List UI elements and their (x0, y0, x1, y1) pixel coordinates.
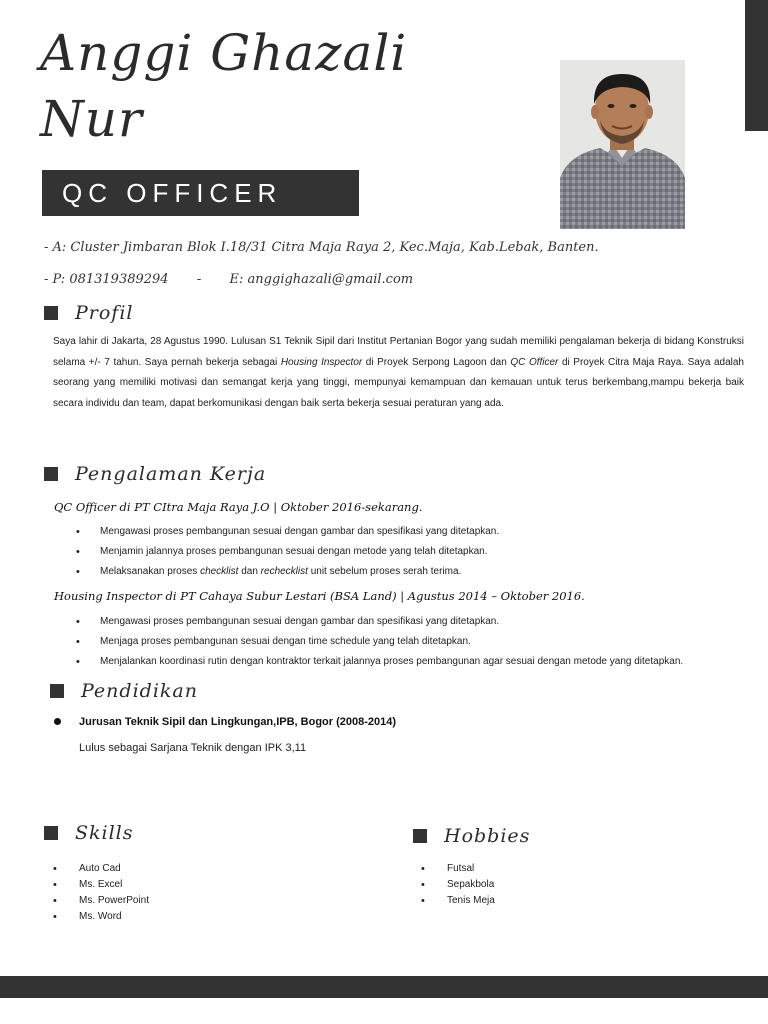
section-skills-title: Skills (75, 822, 134, 844)
list-item: • Mengawasi proses pembangunan sesuai dengan gambar dan spesifikasi yang ditetapkan. (76, 522, 499, 542)
list-item: • Menjamin jalannya proses pembangunan sesuai dengan metode yang telah ditetapkan. (76, 542, 499, 562)
profile-photo (560, 60, 685, 229)
decorative-side-bar (745, 0, 768, 131)
contact-phone: - P: 081319389294 (44, 272, 169, 287)
list-item: • Menjaga proses pembangunan sesuai dengan time schedule yang telah ditetapkan. (76, 632, 683, 652)
section-education (50, 680, 198, 702)
profil-text-1: Saya lahir di Jakarta, 28 Agustus 1990. Lulusan S1 Teknik Sipil dari Institut Pertanian Bogor yang sudah memiliki pengalaman bekerja di bidang Konstruksi selama +/- 7 tahun. Saya pernah bekerja sebagai (53, 336, 744, 368)
profil-emphasis-1: Housing Inspector (280, 356, 363, 368)
list-item: • Ms. PowerPoint (53, 893, 149, 909)
section-experience-title: Pengalaman Kerja (75, 463, 267, 485)
section-experience (44, 463, 266, 485)
contact-line-2 (44, 272, 413, 287)
section-education-title: Pendidikan (81, 680, 198, 702)
list-item: • Ms. Word (53, 909, 149, 925)
list-item: • Futsal (421, 861, 495, 877)
job-1-duties (76, 522, 499, 582)
list-item: • Auto Cad (53, 861, 149, 877)
job-1-title: QC Officer di PT CItra Maja Raya J.O | Oktober 2016-sekarang. (54, 500, 423, 514)
duty-emphasis: rechecklist (260, 566, 308, 577)
decorative-footer-bar (0, 976, 768, 998)
section-hobbies-title: Hobbies (444, 825, 531, 847)
job-2-title: Housing Inspector di PT Cahaya Subur Lestari (BSA Land) | Agustus 2014 – Oktober 2016. (54, 589, 585, 603)
contact-address: - A: Cluster Jimbaran Blok I.18/31 Citra Maja Raya 2, Kec.Maja, Kab.Lebak, Banten. (44, 240, 599, 255)
list-item: • Ms. Excel (53, 877, 149, 893)
profil-text-3: di Proyek Citra Maja Raya. Saya adalah seorang yang memiliki motivasi dan semangat kerja yang tinggi, mempunyai kemampuan dan kemauan untuk terus berkembang,mampu bekerja baik secara individu dan team, dapat berkomunikasi dengan baik serta bekerja sesuai peraturan yang ada. (53, 356, 744, 409)
list-item: • Mengawasi proses pembangunan sesuai dengan gambar dan spesifikasi yang ditetapkan. (76, 612, 683, 632)
duty-text: unit sebelum proses serah terima. (307, 566, 462, 577)
person-photo-illustration (560, 60, 685, 229)
profil-emphasis-2: QC Officer (510, 356, 559, 368)
candidate-name (40, 20, 520, 152)
section-square-icon (44, 826, 58, 840)
education-note: Lulus sebagai Sarjana Teknik dengan IPK 3,11 (79, 742, 307, 754)
section-square-icon (50, 684, 64, 698)
name-line-1: Anggi Ghazali (40, 24, 408, 82)
list-item: • Sepakbola (421, 877, 495, 893)
education-degree: Jurusan Teknik Sipil dan Lingkungan,IPB, Bogor (2008-2014) (79, 716, 397, 728)
bullet-icon (54, 718, 61, 725)
duty-emphasis: checklist (200, 566, 239, 577)
duty-text: dan (238, 566, 261, 577)
profil-paragraph (53, 332, 744, 414)
section-square-icon (44, 467, 58, 481)
profil-text-2: di Proyek Serpong Lagoon dan (362, 356, 511, 368)
skills-list (53, 861, 149, 925)
hobbies-list (421, 861, 495, 909)
contact-email: E: anggighazali@gmail.com (229, 272, 414, 287)
section-profil (44, 302, 134, 324)
section-square-icon (44, 306, 58, 320)
section-profil-title: Profil (75, 302, 134, 324)
name-line-2: Nur (40, 90, 143, 148)
duty-text: Melaksanakan proses (100, 566, 201, 577)
section-hobbies (413, 825, 530, 847)
list-item: • Tenis Meja (421, 893, 495, 909)
section-square-icon (413, 829, 427, 843)
list-item: • Menjalankan koordinasi rutin dengan kontraktor terkait jalannya proses pembangunan agar sesuai dengan metode yang ditetapkan. (76, 652, 683, 672)
job-2-duties (76, 612, 683, 672)
contact-separator: - (196, 272, 202, 287)
role-banner: QC OFFICER (42, 170, 359, 216)
list-item (76, 562, 499, 582)
section-skills (44, 822, 134, 844)
